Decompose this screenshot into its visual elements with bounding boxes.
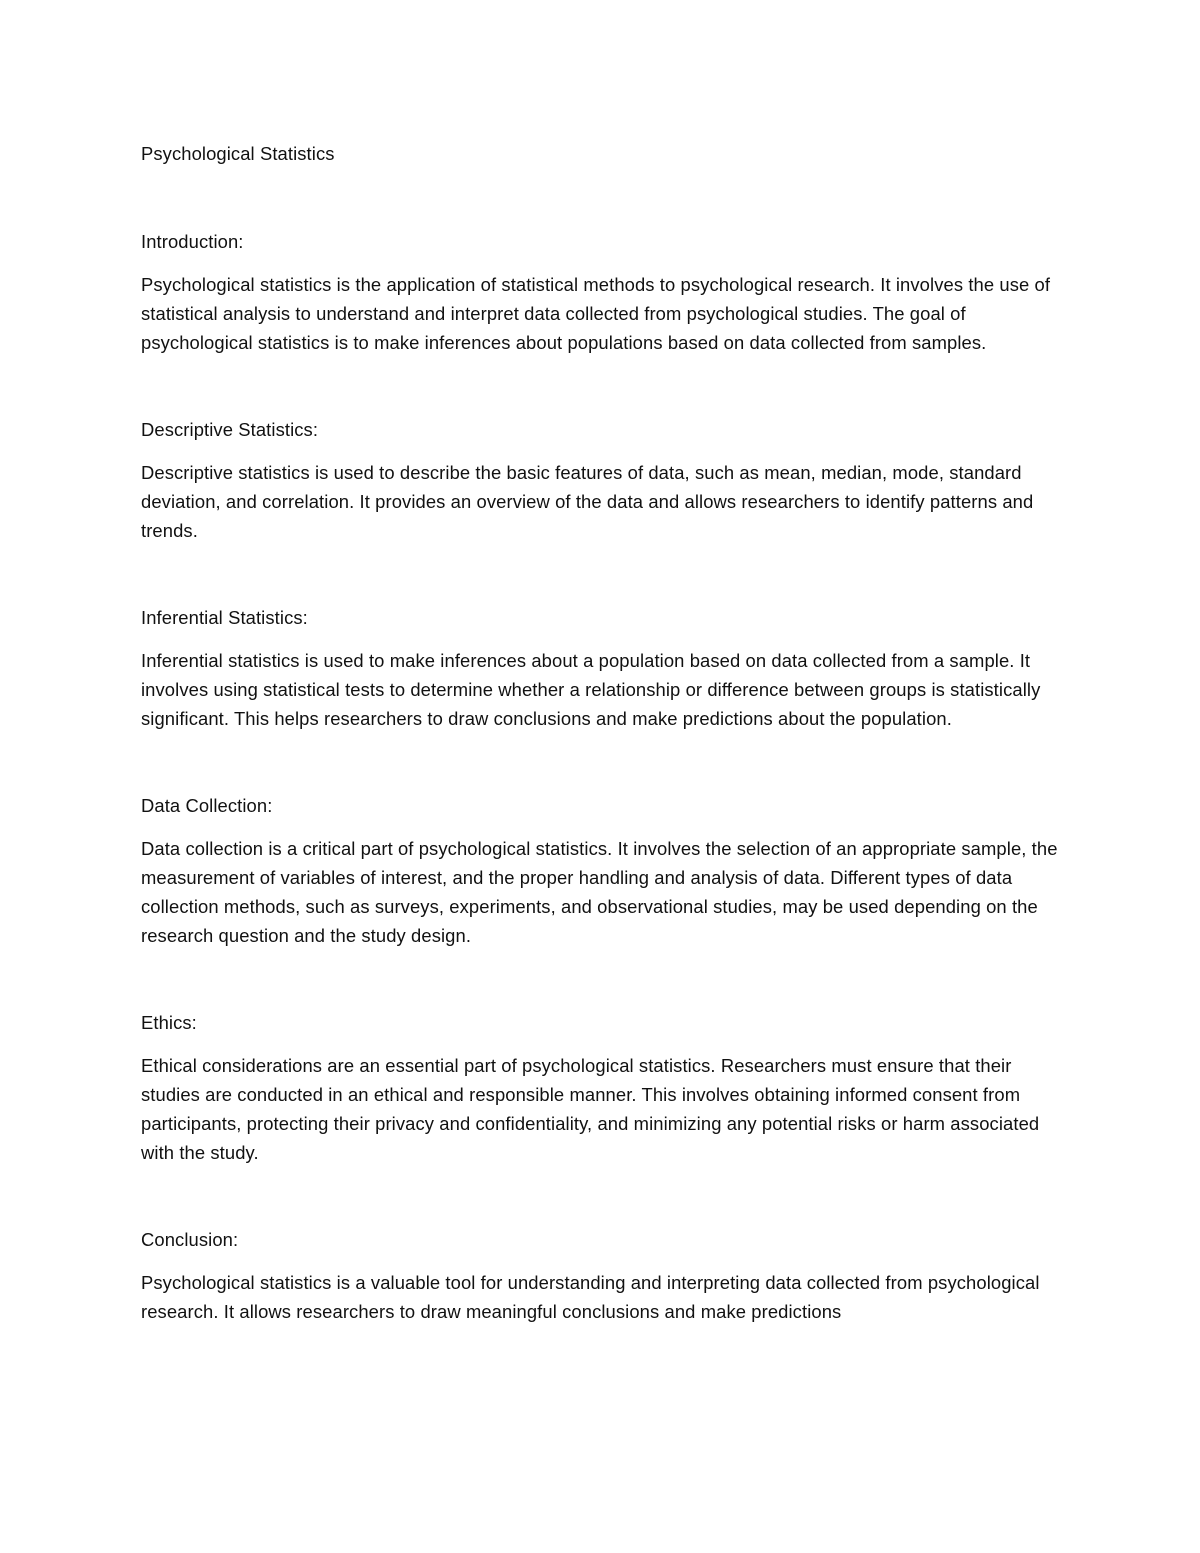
section-body: Inferential statistics is used to make inferences about a population based on data collected from a sample. It involves using statistical tests to determine whether a relationship or difference between groups is statistically significant. This helps researchers to draw conclusions and make predictions about the population. <box>141 650 1041 729</box>
section-body: Psychological statistics is a valuable tool for understanding and interpreting data collected from psychological research. It allows researchers to draw meaningful conclusions and make predictions <box>141 1272 1040 1322</box>
section-ethics <box>141 1008 1071 1167</box>
section-heading: Introduction: <box>141 231 244 252</box>
document-content <box>141 139 1071 1384</box>
document-title: Psychological Statistics <box>141 143 335 164</box>
section-heading: Data Collection: <box>141 795 273 816</box>
section-inferential-statistics <box>141 603 1071 733</box>
section-body: Data collection is a critical part of psychological statistics. It involves the selection of an appropriate sample, the measurement of variables of interest, and the proper handling and analysis of data. Different types of data collection methods, such as surveys, experiments, and observational studies, may be used depending on the research question and the study design. <box>141 838 1058 946</box>
section-heading: Descriptive Statistics: <box>141 419 319 440</box>
section-body: Ethical considerations are an essential part of psychological statistics. Researchers must ensure that their studies are conducted in an ethical and responsible manner. This involves obtaining informed consent from participants, protecting their privacy and confidentiality, and minimizing any potential risks or harm associated with the study. <box>141 1055 1040 1163</box>
section-conclusion <box>141 1225 1071 1326</box>
section-heading: Ethics: <box>141 1012 197 1033</box>
section-heading: Inferential Statistics: <box>141 607 308 628</box>
section-descriptive-statistics <box>141 415 1071 545</box>
section-heading: Conclusion: <box>141 1229 239 1250</box>
section-body: Descriptive statistics is used to describe the basic features of data, such as mean, median, mode, standard deviation, and correlation. It provides an overview of the data and allows researchers to identify patterns and trends. <box>141 462 1034 541</box>
section-body: Psychological statistics is the application of statistical methods to psychological research. It involves the use of statistical analysis to understand and interpret data collected from psychological studies. The goal of psychological statistics is to make inferences about populations based on data collected from samples. <box>141 274 1051 353</box>
section-data-collection <box>141 791 1071 950</box>
section-introduction <box>141 227 1071 357</box>
